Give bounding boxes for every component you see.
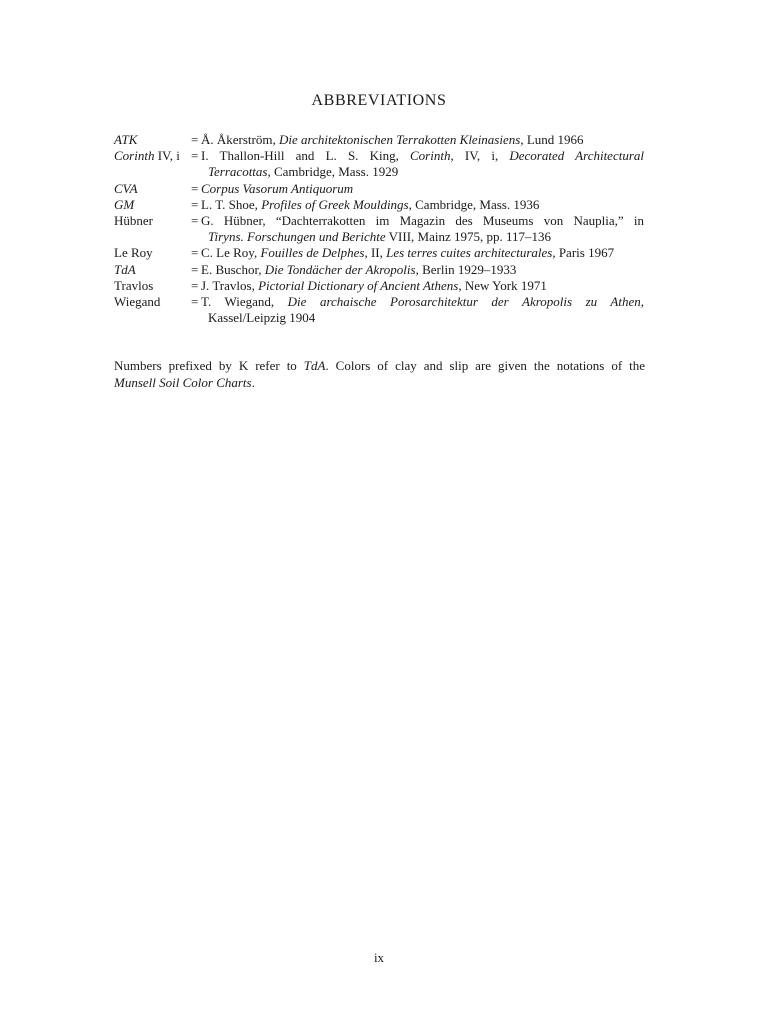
italic-text: Tiryns. Forschungen und Berichte bbox=[208, 229, 386, 245]
abbreviation-definition bbox=[201, 262, 644, 278]
text-run: , Cambridge, Mass. 1936 bbox=[408, 196, 540, 212]
text-run: , Paris 1967 bbox=[552, 245, 615, 261]
definition-line bbox=[201, 197, 644, 213]
italic-text: Profiles of Greek Mouldings bbox=[261, 196, 409, 212]
abbreviation-definition bbox=[201, 294, 644, 326]
abbreviation-term bbox=[114, 148, 191, 180]
abbreviation-entry bbox=[114, 181, 644, 197]
note-line bbox=[114, 374, 645, 391]
text-run: Numbers prefixed by K refer to bbox=[114, 358, 304, 373]
abbreviation-definition bbox=[201, 245, 644, 261]
text-run: G. Hübner, “Dachterrakotten im Magazin des Museums von Nauplia,” in bbox=[201, 213, 644, 229]
abbreviation-key: Wiegand bbox=[114, 294, 161, 310]
definition-line bbox=[201, 148, 644, 164]
abbreviation-term bbox=[114, 262, 191, 278]
definition-line bbox=[201, 164, 644, 180]
abbreviation-entry bbox=[114, 213, 644, 245]
abbreviation-key: Le Roy bbox=[114, 245, 153, 261]
equals-sign: = bbox=[191, 294, 199, 310]
definition-line bbox=[201, 181, 644, 197]
italic-text: Die architektonischen Terrakotten Kleinasiens bbox=[279, 132, 521, 147]
text-run: C. Le Roy, bbox=[201, 245, 261, 261]
abbreviation-entry bbox=[114, 278, 644, 294]
abbreviation-key: GM bbox=[114, 196, 135, 212]
abbreviation-entry bbox=[114, 245, 644, 261]
abbreviation-term bbox=[114, 278, 191, 294]
abbreviation-key: CVA bbox=[114, 180, 138, 196]
abbreviation-term bbox=[114, 197, 191, 213]
italic-text: Munsell Soil Color Charts bbox=[114, 375, 252, 390]
abbreviation-term bbox=[114, 245, 191, 261]
italic-text: Corinth bbox=[410, 148, 451, 164]
equals-sign: = bbox=[191, 148, 199, 164]
text-run: T. Wiegand, bbox=[201, 294, 288, 310]
definition-line bbox=[201, 245, 644, 261]
text-run: J. Travlos, bbox=[201, 277, 259, 293]
text-run: Å. Åkerström, bbox=[201, 132, 279, 147]
italic-text: Les terres cuites architecturales bbox=[386, 245, 553, 261]
italic-text: Die archaische Porosarchitektur der Akropolis zu Athen bbox=[287, 294, 641, 310]
definition-line bbox=[201, 310, 644, 326]
abbreviation-definition bbox=[201, 197, 644, 213]
note-paragraph bbox=[114, 357, 645, 391]
abbreviation-key: Travlos bbox=[114, 277, 154, 293]
italic-text: Pictorial Dictionary of Ancient Athens bbox=[258, 277, 459, 293]
text-run: Kassel/Leipzig 1904 bbox=[208, 310, 316, 326]
equals-sign: = bbox=[191, 196, 199, 212]
abbreviations-list bbox=[114, 132, 644, 326]
text-run: , II, bbox=[364, 245, 387, 261]
text-run: . bbox=[251, 375, 255, 390]
text-run: , Lund 1966 bbox=[520, 132, 584, 147]
italic-text: Decorated Architectural bbox=[509, 148, 645, 164]
definition-line bbox=[201, 294, 644, 310]
abbreviation-definition bbox=[201, 132, 644, 148]
abbreviation-term bbox=[114, 181, 191, 197]
abbreviation-suffix: IV, i bbox=[154, 148, 180, 164]
abbreviation-entry bbox=[114, 197, 644, 213]
abbreviation-entry bbox=[114, 148, 644, 180]
equals-sign: = bbox=[191, 261, 199, 277]
text-run: , New York 1971 bbox=[458, 277, 547, 293]
definition-line bbox=[201, 213, 644, 229]
equals-sign: = bbox=[191, 213, 199, 229]
italic-text: TdA bbox=[303, 358, 326, 373]
definition-line bbox=[201, 262, 644, 278]
abbreviation-key: Corinth bbox=[114, 148, 155, 164]
abbreviation-term bbox=[114, 294, 191, 326]
text-run: E. Buschor, bbox=[201, 261, 265, 277]
abbreviation-key: TdA bbox=[114, 261, 136, 277]
text-run: VIII, Mainz 1975, pp. 117–136 bbox=[385, 229, 552, 245]
definition-line bbox=[201, 229, 644, 245]
definition-line bbox=[201, 278, 644, 294]
text-run: L. T. Shoe, bbox=[201, 196, 262, 212]
text-run: , Berlin 1929–1933 bbox=[415, 261, 517, 277]
abbreviation-entry bbox=[114, 132, 644, 148]
italic-text: Fouilles de Delphes bbox=[260, 245, 365, 261]
abbreviation-definition bbox=[201, 181, 644, 197]
abbreviation-definition bbox=[201, 278, 644, 294]
text-run: , Cambridge, Mass. 1929 bbox=[267, 164, 399, 180]
equals-sign: = bbox=[191, 180, 199, 196]
page-heading: ABBREVIATIONS bbox=[311, 92, 447, 109]
equals-sign: = bbox=[191, 277, 199, 293]
abbreviation-key: Hübner bbox=[114, 213, 153, 229]
abbreviation-definition bbox=[201, 213, 644, 245]
text-run: , IV, i, bbox=[450, 148, 510, 164]
text-run: , bbox=[640, 294, 644, 310]
italic-text: Terracottas bbox=[208, 164, 268, 180]
abbreviation-definition bbox=[201, 148, 644, 180]
equals-sign: = bbox=[191, 132, 199, 147]
definition-line bbox=[201, 132, 644, 148]
page-number: ix bbox=[373, 950, 385, 965]
italic-text: Corpus Vasorum Antiquorum bbox=[201, 180, 354, 196]
abbreviation-term bbox=[114, 213, 191, 245]
abbreviation-entry bbox=[114, 294, 644, 326]
text-run: I. Thallon-Hill and L. S. King, bbox=[201, 148, 410, 164]
abbreviation-entry bbox=[114, 262, 644, 278]
equals-sign: = bbox=[191, 245, 199, 261]
abbreviation-term bbox=[114, 132, 191, 148]
note-line bbox=[114, 357, 645, 374]
text-run: . Colors of clay and slip are given the notations of the bbox=[325, 358, 646, 373]
abbreviation-key: ATK bbox=[114, 132, 138, 147]
italic-text: Die Tondächer der Akropolis bbox=[264, 261, 416, 277]
